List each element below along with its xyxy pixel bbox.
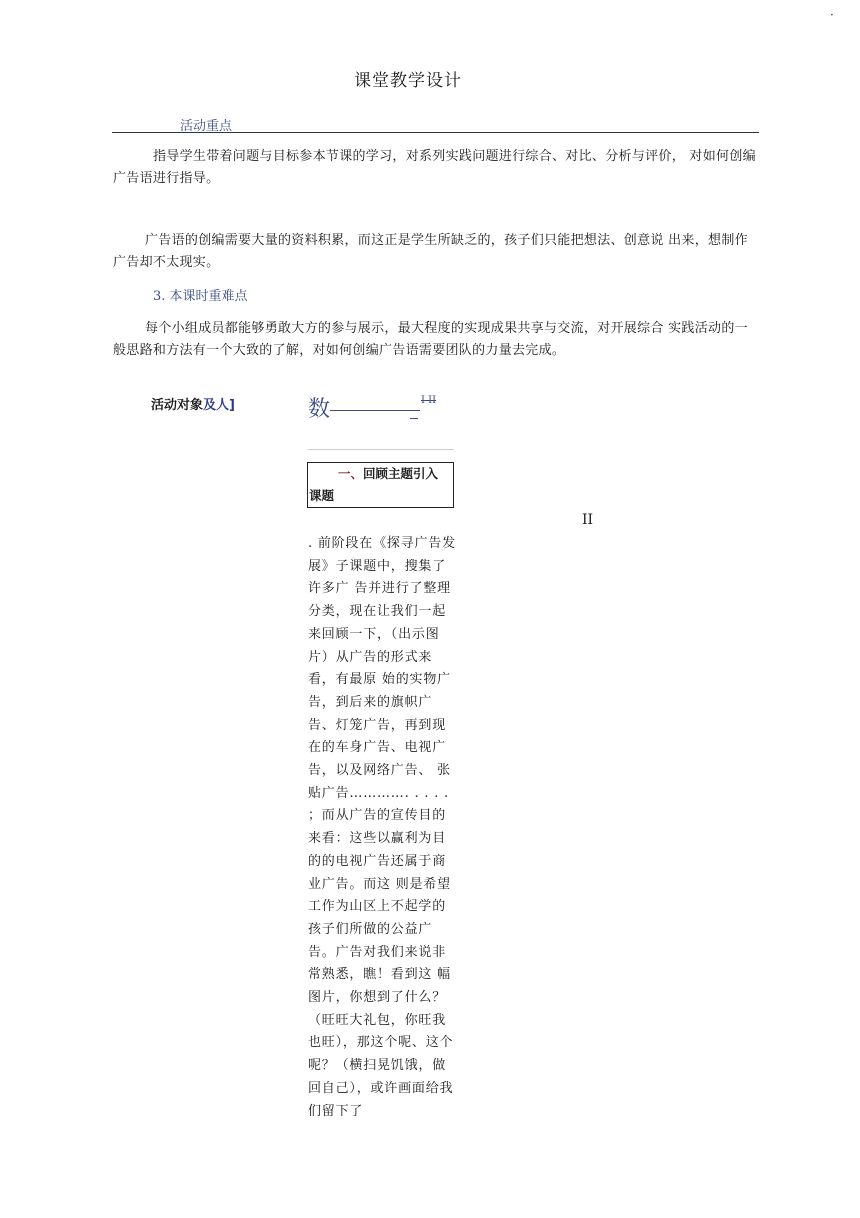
header-rule: [112, 132, 759, 133]
step-heading-line2: 课题: [309, 488, 335, 503]
lesson-column-text: . 前阶段在《探寻广告发展》子课题中，搜集了许多广 告并进行了整理分类，现在让我们一起来回顾一下，（出示图片）从广告的形式来看，有最原 始的实物广告，到后来的旗帜广告、灯笼广告，再到现在的车身广告、电视广告，以及网络广告、 张贴广告…………. . . . . ；而从广告的宣传目的来看：这些以赢利为目的的电视广告还属于商业广告。而这 则是希望工作为山区上不起学的孩子们所做的公益广告。广告对我们来说非常熟悉，瞧！看到这 幅图片，你想到了什么？（旺旺大礼包，你旺我也旺），那这个呢、这个呢？（横扫晃饥饿，做 回自己），或许画面给我们留下了: [308, 536, 456, 1119]
activity-object-suffix: 及人]: [203, 398, 235, 413]
small-dash: [410, 418, 418, 419]
section-key-difficulties: 3. 本课时重难点: [153, 289, 248, 304]
shu-underline: [330, 410, 420, 411]
step-heading-line1: [308, 463, 453, 485]
activity-object-label: [151, 394, 235, 413]
table-divider: [308, 449, 454, 450]
corner-dot: ·: [830, 8, 834, 22]
shu-character: 数: [308, 397, 331, 422]
roman-numeral-mark: II: [582, 512, 594, 528]
paragraph-guidance: 指导学生带着问题与目标参本节课的学习，对系列实践问题进行综合、对比、分析与评价， 对如何创编广告语进行指导。: [113, 149, 756, 186]
activity-object-text: 活动对象: [151, 398, 204, 413]
step-heading-box: [307, 462, 454, 508]
paragraph-teamwork: 每个小组成员都能够勇敢大方的参与展示，最大程度的实现成果共享与交流，对开展综合 实践活动的一般思路和方法有一个大致的了解，对如何创编广告语需要团队的力量去完成。: [113, 321, 748, 358]
step-title: 回顾主题引入: [363, 466, 439, 481]
section-activity-focus: 活动重点: [180, 119, 233, 134]
step-number: 一、: [338, 466, 364, 481]
paragraph-difficulty: 广告语的创编需要大量的资料积累，而这正是学生所缺乏的，孩子们只能把想法、创意说 出来，想制作广告却不太现实。: [113, 233, 748, 270]
struck-roman-mark: I II: [421, 395, 437, 406]
page-title: 课堂教学设计: [354, 71, 462, 91]
